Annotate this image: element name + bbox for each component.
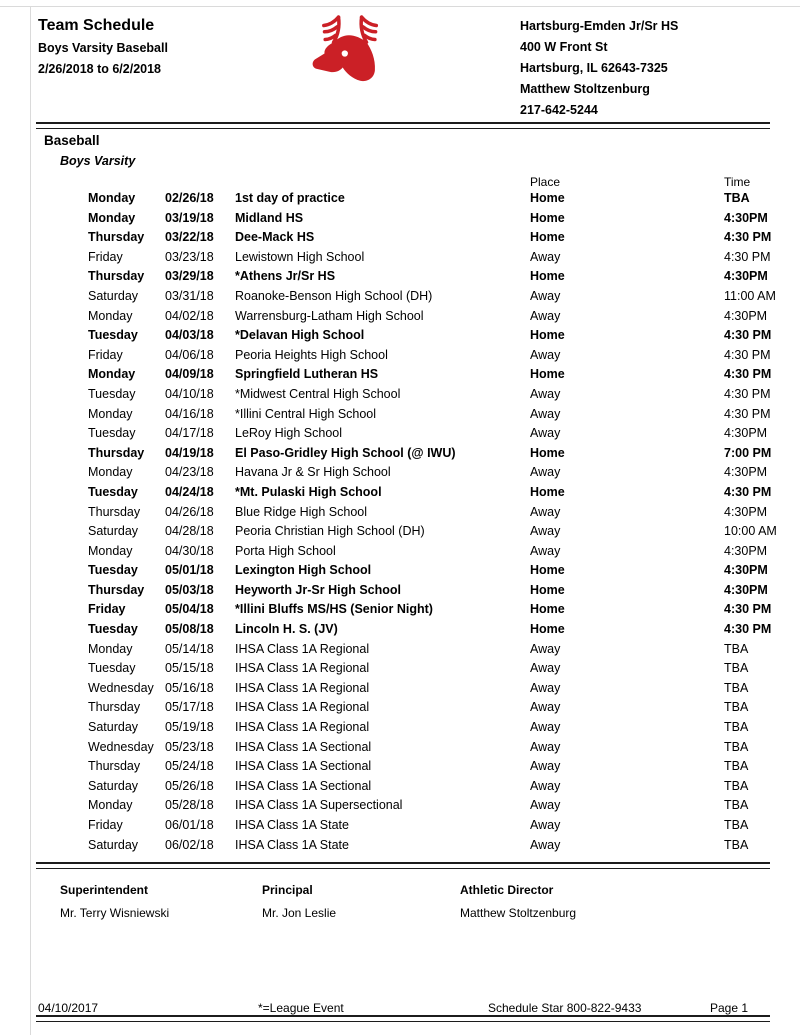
row-place: Away xyxy=(530,249,561,264)
schedule-row xyxy=(0,189,800,209)
row-date: 03/31/18 xyxy=(165,288,214,303)
team-level-heading: Boys Varsity xyxy=(60,154,136,168)
schedule-row xyxy=(0,581,800,601)
row-event: Midland HS xyxy=(235,210,304,225)
schedule-row xyxy=(0,483,800,503)
page-title: Team Schedule xyxy=(38,17,155,34)
schedule-row xyxy=(0,267,800,287)
row-event: 1st day of practice xyxy=(235,191,345,205)
row-place: Home xyxy=(530,582,565,597)
row-day: Monday xyxy=(88,465,133,480)
row-place: Home xyxy=(530,445,565,460)
column-header-place: Place xyxy=(530,175,561,189)
school-street: 400 W Front St xyxy=(520,40,608,54)
row-event: IHSA Class 1A Sectional xyxy=(235,759,372,774)
row-day: Saturday xyxy=(88,288,139,303)
row-place: Away xyxy=(530,700,561,715)
contact-name: Matthew Stoltzenburg xyxy=(520,82,650,96)
row-event: IHSA Class 1A Regional xyxy=(235,641,370,656)
column-header-time: Time xyxy=(724,175,751,189)
row-time: TBA xyxy=(724,798,749,813)
row-place: Away xyxy=(530,818,561,832)
row-time: 4:30PM xyxy=(724,308,768,323)
row-date: 02/26/18 xyxy=(165,191,214,205)
row-date: 04/16/18 xyxy=(165,406,214,421)
row-time: 4:30 PM xyxy=(724,328,772,343)
row-date: 04/24/18 xyxy=(165,484,214,499)
footer-vendor: Schedule Star 800-822-9433 xyxy=(488,1001,642,1015)
row-event: *Mt. Pulaski High School xyxy=(235,484,382,499)
row-day: Saturday xyxy=(88,524,139,539)
row-day: Tuesday xyxy=(88,622,138,637)
row-time: TBA xyxy=(724,720,749,735)
row-event: Springfield Lutheran HS xyxy=(235,367,379,382)
row-day: Monday xyxy=(88,308,133,323)
row-event: Porta High School xyxy=(235,543,336,558)
row-day: Monday xyxy=(88,543,133,558)
superintendent-name: Mr. Terry Wisniewski xyxy=(60,906,170,920)
schedule-row xyxy=(0,248,800,268)
schedule-row xyxy=(0,503,800,523)
row-date: 05/17/18 xyxy=(165,700,214,715)
row-day: Tuesday xyxy=(88,328,138,343)
row-date: 05/23/18 xyxy=(165,739,214,754)
row-day: Thursday xyxy=(88,700,141,715)
row-place: Away xyxy=(530,680,561,695)
row-date: 04/06/18 xyxy=(165,347,214,362)
footer-date: 04/10/2017 xyxy=(38,1001,99,1015)
row-event: El Paso-Gridley High School (@ IWU) xyxy=(235,445,456,460)
row-date: 04/26/18 xyxy=(165,504,214,519)
row-date: 05/28/18 xyxy=(165,798,214,813)
athletic-director-name: Matthew Stoltzenburg xyxy=(460,906,577,920)
schedule-row xyxy=(0,542,800,562)
schedule-rows xyxy=(0,189,800,855)
row-event: Lexington High School xyxy=(235,563,372,578)
row-day: Monday xyxy=(88,191,136,205)
row-place: Away xyxy=(530,720,561,735)
row-day: Saturday xyxy=(88,837,139,852)
row-time: 11:00 AM xyxy=(724,288,776,303)
row-place: Away xyxy=(530,798,561,813)
row-place: Away xyxy=(530,641,561,656)
schedule-row xyxy=(0,365,800,385)
row-day: Saturday xyxy=(88,720,139,735)
row-place: Home xyxy=(530,269,565,284)
page-border-top xyxy=(0,6,800,7)
row-day: Thursday xyxy=(88,582,145,597)
schedule-row xyxy=(0,738,800,758)
row-day: Friday xyxy=(88,602,126,617)
row-place: Away xyxy=(530,347,561,362)
schedule-row xyxy=(0,522,800,542)
row-date: 06/01/18 xyxy=(165,818,214,832)
row-day: Tuesday xyxy=(88,484,138,499)
row-day: Friday xyxy=(88,818,123,832)
row-place: Away xyxy=(530,543,561,558)
row-place: Home xyxy=(530,230,565,245)
footer-legend: *=League Event xyxy=(258,1001,344,1015)
row-date: 05/16/18 xyxy=(165,680,214,695)
schedule-row xyxy=(0,385,800,405)
row-event: *Delavan High School xyxy=(235,328,365,343)
sport-heading: Baseball xyxy=(44,133,100,148)
row-date: 04/30/18 xyxy=(165,543,214,558)
row-time: 4:30PM xyxy=(724,269,768,284)
row-time: 4:30 PM xyxy=(724,386,771,401)
row-place: Away xyxy=(530,406,561,421)
row-date: 04/19/18 xyxy=(165,445,214,460)
row-date: 05/19/18 xyxy=(165,720,214,735)
row-event: IHSA Class 1A Regional xyxy=(235,700,370,715)
row-day: Tuesday xyxy=(88,426,136,441)
school-city: Hartsburg, IL 62643-7325 xyxy=(520,61,668,75)
row-place: Away xyxy=(530,465,561,480)
principal-title: Principal xyxy=(262,883,313,897)
row-time: 4:30PM xyxy=(724,465,768,480)
row-date: 04/23/18 xyxy=(165,465,214,480)
row-date: 03/19/18 xyxy=(165,210,214,225)
row-event: IHSA Class 1A State xyxy=(235,837,349,852)
row-place: Away xyxy=(530,288,561,303)
row-date: 04/10/18 xyxy=(165,386,214,401)
row-place: Home xyxy=(530,563,565,578)
row-place: Away xyxy=(530,837,561,852)
row-event: IHSA Class 1A State xyxy=(235,818,349,832)
row-time: 4:30 PM xyxy=(724,249,771,264)
row-time: 10:00 AM xyxy=(724,524,777,539)
row-event: Roanoke-Benson High School (DH) xyxy=(235,288,433,303)
row-event: IHSA Class 1A Supersectional xyxy=(235,798,403,813)
row-time: 4:30 PM xyxy=(724,602,772,617)
row-time: 4:30 PM xyxy=(724,622,772,637)
row-date: 05/04/18 xyxy=(165,602,214,617)
schedule-row xyxy=(0,796,800,816)
row-place: Away xyxy=(530,739,561,754)
row-day: Wednesday xyxy=(88,739,154,754)
row-place: Away xyxy=(530,386,561,401)
row-time: TBA xyxy=(724,661,749,676)
row-date: 06/02/18 xyxy=(165,837,214,852)
row-day: Tuesday xyxy=(88,386,136,401)
row-time: 4:30PM xyxy=(724,543,768,558)
contact-phone: 217-642-5244 xyxy=(520,103,598,117)
row-place: Away xyxy=(530,524,561,539)
schedule-row xyxy=(0,620,800,640)
row-time: 4:30 PM xyxy=(724,406,771,421)
row-time: TBA xyxy=(724,739,749,754)
row-time: TBA xyxy=(724,759,749,774)
schedule-divider xyxy=(36,862,770,869)
schedule-row xyxy=(0,757,800,777)
row-event: LeRoy High School xyxy=(235,426,343,441)
row-event: Peoria Christian High School (DH) xyxy=(235,524,425,539)
row-place: Away xyxy=(530,308,561,323)
team-name: Boys Varsity Baseball xyxy=(38,41,168,55)
schedule-row xyxy=(0,209,800,229)
row-date: 05/03/18 xyxy=(165,582,214,597)
row-time: TBA xyxy=(724,700,749,715)
row-event: Warrensburg-Latham High School xyxy=(235,308,424,323)
row-event: IHSA Class 1A Regional xyxy=(235,720,370,735)
row-time: 4:30 PM xyxy=(724,367,772,382)
header-left xyxy=(38,14,168,80)
row-place: Away xyxy=(530,778,561,793)
row-place: Away xyxy=(530,426,561,441)
row-event: *Midwest Central High School xyxy=(235,386,401,401)
schedule-row xyxy=(0,816,800,836)
row-date: 05/08/18 xyxy=(165,622,214,637)
row-event: Havana Jr & Sr High School xyxy=(235,465,391,480)
row-event: *Athens Jr/Sr HS xyxy=(235,269,336,284)
row-place: Away xyxy=(530,759,561,774)
row-event: Heyworth Jr-Sr High School xyxy=(235,582,401,597)
row-time: TBA xyxy=(724,191,750,205)
row-place: Home xyxy=(530,367,565,382)
row-day: Friday xyxy=(88,347,123,362)
row-date: 04/03/18 xyxy=(165,328,214,343)
row-event: Peoria Heights High School xyxy=(235,347,388,362)
row-place: Away xyxy=(530,504,561,519)
row-date: 05/24/18 xyxy=(165,759,214,774)
row-event: IHSA Class 1A Regional xyxy=(235,680,370,695)
schedule-row xyxy=(0,698,800,718)
row-time: TBA xyxy=(724,778,749,793)
schedule-row xyxy=(0,640,800,660)
schedule-row xyxy=(0,718,800,738)
schedule-row xyxy=(0,346,800,366)
row-time: TBA xyxy=(724,837,749,852)
row-time: TBA xyxy=(724,680,749,695)
row-date: 04/09/18 xyxy=(165,367,214,382)
row-date: 04/02/18 xyxy=(165,308,214,323)
row-time: 7:00 PM xyxy=(724,445,772,460)
schedule-row xyxy=(0,600,800,620)
row-day: Thursday xyxy=(88,230,145,245)
row-place: Home xyxy=(530,484,565,499)
row-time: 4:30PM xyxy=(724,582,768,597)
footer-divider xyxy=(36,1015,770,1022)
row-place: Home xyxy=(530,328,565,343)
row-event: Blue Ridge High School xyxy=(235,504,368,519)
row-date: 05/26/18 xyxy=(165,778,214,793)
row-time: 4:30PM xyxy=(724,504,768,519)
school-info xyxy=(520,16,678,121)
row-event: Lincoln H. S. (JV) xyxy=(235,622,338,637)
row-day: Thursday xyxy=(88,269,145,284)
row-event: Lewistown High School xyxy=(235,249,365,264)
row-event: Dee-Mack HS xyxy=(235,230,315,245)
row-day: Thursday xyxy=(88,504,141,519)
row-time: TBA xyxy=(724,818,749,832)
row-date: 05/01/18 xyxy=(165,563,214,578)
schedule-row xyxy=(0,444,800,464)
row-event: IHSA Class 1A Sectional xyxy=(235,778,372,793)
row-day: Monday xyxy=(88,367,136,382)
row-place: Away xyxy=(530,661,561,676)
row-date: 04/28/18 xyxy=(165,524,214,539)
schedule-row xyxy=(0,424,800,444)
row-time: TBA xyxy=(724,641,749,656)
row-day: Monday xyxy=(88,798,133,813)
schedule-row xyxy=(0,287,800,307)
row-day: Thursday xyxy=(88,759,141,774)
row-date: 05/15/18 xyxy=(165,661,214,676)
date-range: 2/26/2018 to 6/2/2018 xyxy=(38,62,162,76)
schedule-row xyxy=(0,659,800,679)
row-date: 04/17/18 xyxy=(165,426,214,441)
row-day: Thursday xyxy=(88,445,145,460)
superintendent-title: Superintendent xyxy=(60,883,149,897)
row-date: 03/29/18 xyxy=(165,269,214,284)
row-day: Monday xyxy=(88,406,133,421)
row-day: Wednesday xyxy=(88,680,154,695)
schedule-row xyxy=(0,777,800,797)
row-place: Home xyxy=(530,622,565,637)
row-place: Home xyxy=(530,210,565,225)
row-time: 4:30PM xyxy=(724,426,768,441)
row-time: 4:30 PM xyxy=(724,347,771,362)
row-event: IHSA Class 1A Sectional xyxy=(235,739,372,754)
footer-page-number: Page 1 xyxy=(710,1001,749,1015)
row-day: Friday xyxy=(88,249,123,264)
row-event: *Illini Central High School xyxy=(235,406,377,421)
row-time: 4:30 PM xyxy=(724,230,772,245)
row-day: Monday xyxy=(88,210,136,225)
row-event: *Illini Bluffs MS/HS (Senior Night) xyxy=(235,602,433,617)
row-time: 4:30 PM xyxy=(724,484,772,499)
row-day: Monday xyxy=(88,641,133,656)
stag-mascot-icon xyxy=(300,8,398,92)
principal-name: Mr. Jon Leslie xyxy=(262,906,337,920)
schedule-row xyxy=(0,307,800,327)
row-date: 03/22/18 xyxy=(165,230,214,245)
row-day: Saturday xyxy=(88,778,139,793)
row-place: Home xyxy=(530,191,565,205)
schedule-row xyxy=(0,679,800,699)
schedule-row xyxy=(0,228,800,248)
row-day: Tuesday xyxy=(88,661,136,676)
schedule-row xyxy=(0,463,800,483)
schedule-row xyxy=(0,836,800,856)
athletic-director-title: Athletic Director xyxy=(460,883,554,897)
row-date: 03/23/18 xyxy=(165,249,214,264)
school-name: Hartsburg-Emden Jr/Sr HS xyxy=(520,19,679,33)
row-event: IHSA Class 1A Regional xyxy=(235,661,370,676)
schedule-row xyxy=(0,326,800,346)
header-divider xyxy=(36,122,770,129)
row-place: Home xyxy=(530,602,565,617)
schedule-row xyxy=(0,561,800,581)
schedule-row xyxy=(0,405,800,425)
row-date: 05/14/18 xyxy=(165,641,214,656)
row-time: 4:30PM xyxy=(724,563,768,578)
row-time: 4:30PM xyxy=(724,210,768,225)
row-day: Tuesday xyxy=(88,563,138,578)
